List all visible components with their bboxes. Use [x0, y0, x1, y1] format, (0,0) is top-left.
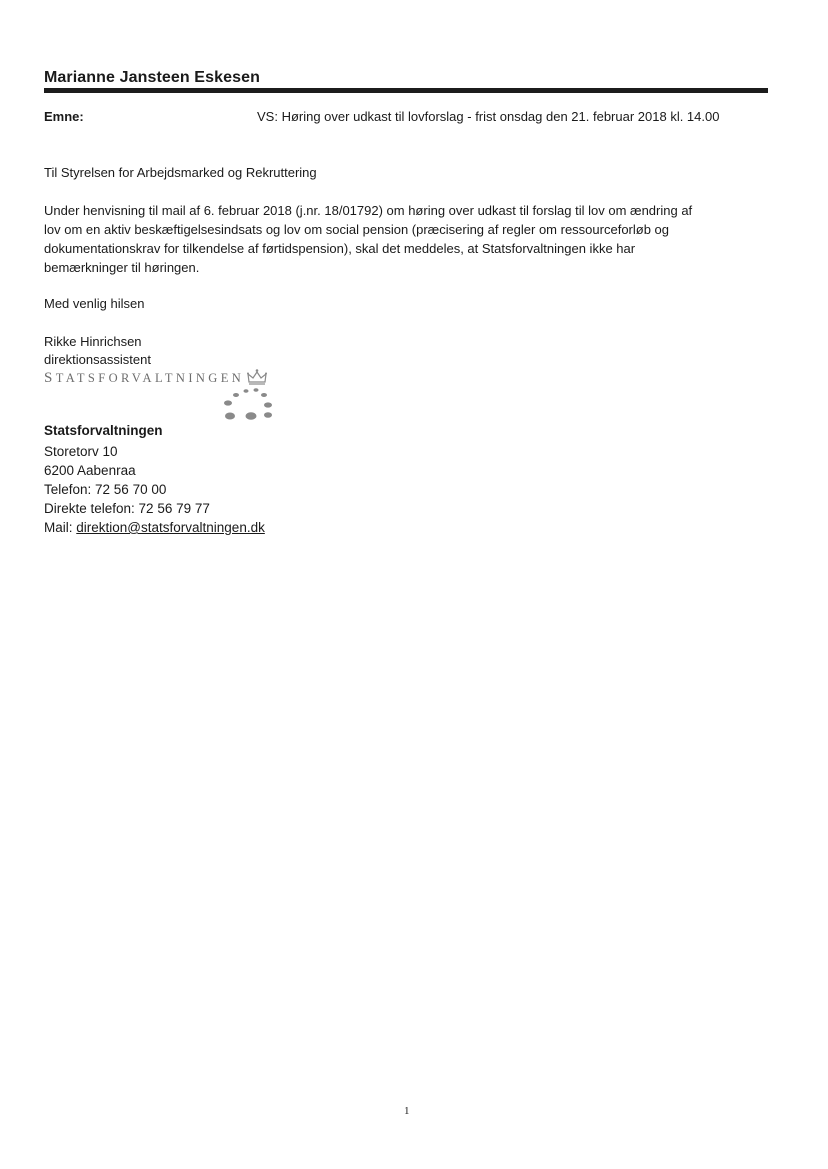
mail-line — [44, 518, 265, 537]
body-line: lov om en aktiv beskæftigelsesindsats og lov om social pension (præcisering af regler om ressourceforløb og — [44, 222, 670, 237]
body-paragraph — [44, 201, 764, 277]
signer-name: Rikke Hinrichsen — [44, 334, 142, 349]
subject-value: VS: Høring over udkast til lovforslag - frist onsdag den 21. februar 2018 kl. 14.00 — [257, 109, 720, 124]
mail-label: Mail: — [44, 520, 73, 535]
phone-number: Telefon: 72 56 70 00 — [44, 482, 167, 497]
body-line: bemærkninger til høringen. — [44, 260, 200, 275]
direct-phone-number: Direkte telefon: 72 56 79 77 — [44, 501, 210, 516]
mail-link[interactable]: direktion@statsforvaltningen.dk — [76, 520, 265, 535]
signer-title: direktionsassistent — [44, 352, 151, 367]
sender-name: Marianne Jansteen Eskesen — [44, 69, 260, 86]
header-rule — [44, 88, 768, 93]
crown-icon — [246, 368, 268, 386]
body-line: Under henvisning til mail af 6. februar 2018 (j.nr. 18/01792) om høring over udkast til forslag til lov om ændring af — [44, 203, 693, 218]
city-address: 6200 Aabenraa — [44, 463, 136, 478]
organization-name: Statsforvaltningen — [44, 423, 163, 438]
greeting: Til Styrelsen for Arbejdsmarked og Rekruttering — [44, 165, 317, 180]
closing: Med venlig hilsen — [44, 296, 145, 311]
body-line: dokumentationskrav for tilkendelse af førtidspension), skal det meddeles, at Statsforvaltningen ikke har — [44, 241, 636, 256]
subject-label: Emne: — [44, 109, 84, 124]
street-address: Storetorv 10 — [44, 444, 118, 459]
logo-dots-icon — [216, 386, 276, 424]
page-number: 1 — [404, 1105, 410, 1117]
statsforvaltningen-logo: STATSFORVALTNINGEN — [44, 370, 245, 386]
